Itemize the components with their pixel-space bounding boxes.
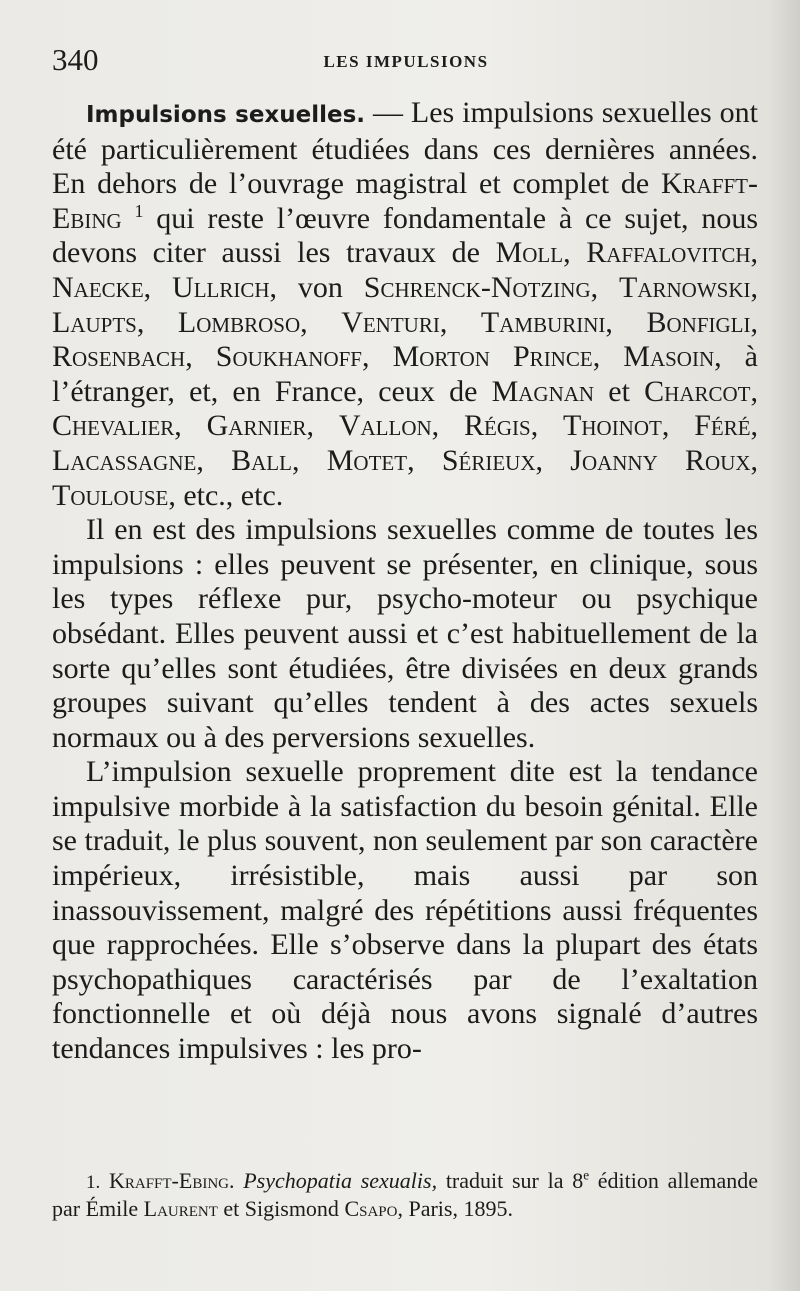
author-name: Ullrich bbox=[172, 270, 270, 304]
footnote-number: 1. bbox=[86, 1172, 101, 1193]
text-run: , bbox=[143, 270, 173, 304]
author-name: Csapo bbox=[344, 1196, 398, 1221]
text-run: , etc., etc. bbox=[168, 478, 284, 512]
text-run: qui reste l’œuvre fondamentale à ce sujet, nous devons citer aussi les travaux de bbox=[52, 201, 758, 270]
text-run: , bbox=[535, 443, 571, 477]
text-run: , bbox=[590, 270, 620, 304]
text-run: traduit sur la 8 bbox=[437, 1168, 584, 1193]
text-run: , bbox=[563, 236, 587, 270]
author-name: Garnier bbox=[206, 409, 307, 443]
text-run: , bbox=[661, 409, 695, 443]
author-name: Ball bbox=[231, 443, 292, 477]
text-run: , bbox=[306, 409, 339, 443]
author-name: Motet bbox=[326, 443, 408, 477]
author-name: Schrenck-Notzing bbox=[363, 270, 591, 304]
author-name: Féré bbox=[694, 409, 751, 443]
text-run: , bbox=[361, 340, 393, 374]
text-run: , von bbox=[269, 270, 364, 304]
text-run: , bbox=[530, 409, 564, 443]
text-run: et Sigismond bbox=[217, 1196, 345, 1221]
paragraph-3: L’impulsion sexuelle proprement dite est la tendance impulsive morbide à la satisfaction du besoin génital. Elle se traduit, le plus souvent, non seulement par son caractère impérieux, irrésistible, mais aussi par son inassouvissement, malgré des répétitions aussi fréquentes que rapprochées. Elle s’observe dans la plupart des états psychopathiques caractérisés par de l’exaltation fonctionnelle et où déjà nous avons signalé d’autres tendances impulsives : les pro- bbox=[52, 755, 758, 1066]
text-run: — Les impulsions sexuelles ont été particulièrement étudiées dans ces dernières années. En dehors de l’ouvrage magistral et complet de bbox=[52, 96, 758, 201]
author-name: Lacassagne bbox=[52, 443, 197, 477]
text-run: . bbox=[229, 1168, 244, 1193]
author-name: Vallon bbox=[338, 409, 432, 443]
author-name: Sérieux bbox=[441, 443, 536, 477]
text-run: , bbox=[750, 443, 759, 477]
text-run: , bbox=[750, 236, 758, 270]
text-run: , à l’étranger, et, en France, ceux de bbox=[52, 340, 758, 408]
author-name: Soukhanoff bbox=[215, 340, 362, 374]
author-name: Tamburini bbox=[480, 305, 606, 339]
page-header bbox=[52, 40, 760, 80]
text-run: , bbox=[196, 443, 232, 477]
book-title: Psychopatia sexualis, bbox=[243, 1168, 438, 1193]
author-name: Bonfigli bbox=[646, 305, 751, 339]
paragraph-1 bbox=[52, 96, 758, 513]
body-text bbox=[52, 96, 758, 1067]
author-name: Laurent bbox=[143, 1196, 218, 1221]
text-run: , bbox=[407, 443, 442, 477]
footnote-reference: 1 bbox=[134, 200, 144, 221]
author-name: Rosenbach bbox=[52, 340, 186, 374]
author-name: Moll bbox=[495, 236, 564, 270]
text-run: , bbox=[431, 409, 464, 443]
author-name: Joanny Roux bbox=[570, 443, 751, 477]
text-run: , bbox=[605, 305, 647, 339]
author-name: Chevalier bbox=[52, 409, 175, 443]
footnote bbox=[52, 1168, 758, 1222]
author-name: Masoin bbox=[623, 340, 715, 374]
text-run: , bbox=[750, 374, 759, 408]
author-name: Morton Prince bbox=[392, 340, 593, 374]
text-run: , bbox=[750, 270, 759, 304]
superscript: e bbox=[583, 1167, 590, 1183]
text-run: , bbox=[185, 340, 216, 374]
text-run: édition allemande par Émile bbox=[52, 1168, 759, 1221]
author-name: Krafft-Ebing bbox=[108, 1168, 229, 1193]
text-run: , bbox=[750, 305, 758, 339]
text-run: , bbox=[136, 305, 178, 339]
text-run: , bbox=[750, 409, 759, 443]
page-number: 340 bbox=[52, 42, 99, 77]
text-run: , bbox=[174, 409, 207, 443]
author-name: Magnan bbox=[491, 374, 595, 408]
author-name: Toulouse bbox=[52, 478, 169, 512]
paragraph-2: Il en est des impulsions sexuelles comme de toutes les impulsions : elles peuvent se présenter, en clinique, sous les types réflexe pur, psycho-moteur ou psychique obsédant. Elles peuvent aussi et c’est habituellement de la sorte qu’elles sont étudiées, être divisées en deux grands groupes suivant qu’elles tendent à des actes sexuels normaux ou à des perversions sexuelles. bbox=[52, 513, 758, 754]
author-name: Tarnowski bbox=[619, 270, 751, 304]
text-run: , bbox=[291, 443, 327, 477]
text-run: , Paris, 1895. bbox=[397, 1196, 513, 1221]
running-head: LES IMPULSIONS bbox=[323, 52, 489, 71]
author-name: Naecke bbox=[52, 270, 144, 304]
author-name: Régis bbox=[464, 409, 531, 443]
author-name: Laupts bbox=[52, 305, 137, 339]
text-run: et bbox=[594, 374, 645, 408]
text-run: , bbox=[439, 305, 481, 339]
text-run: , bbox=[592, 340, 624, 374]
author-name: Lombroso bbox=[177, 305, 301, 339]
author-name: Thoinot bbox=[563, 409, 662, 443]
footnote-text bbox=[52, 1168, 758, 1222]
author-name: Venturi bbox=[341, 305, 440, 339]
author-name: Raffalovitch bbox=[586, 236, 751, 270]
author-name: Charcot bbox=[644, 374, 751, 408]
section-heading: Impulsions sexuelles. bbox=[86, 102, 366, 128]
author-name: Krafft-Ebing bbox=[52, 167, 758, 235]
text-run: , bbox=[300, 305, 342, 339]
